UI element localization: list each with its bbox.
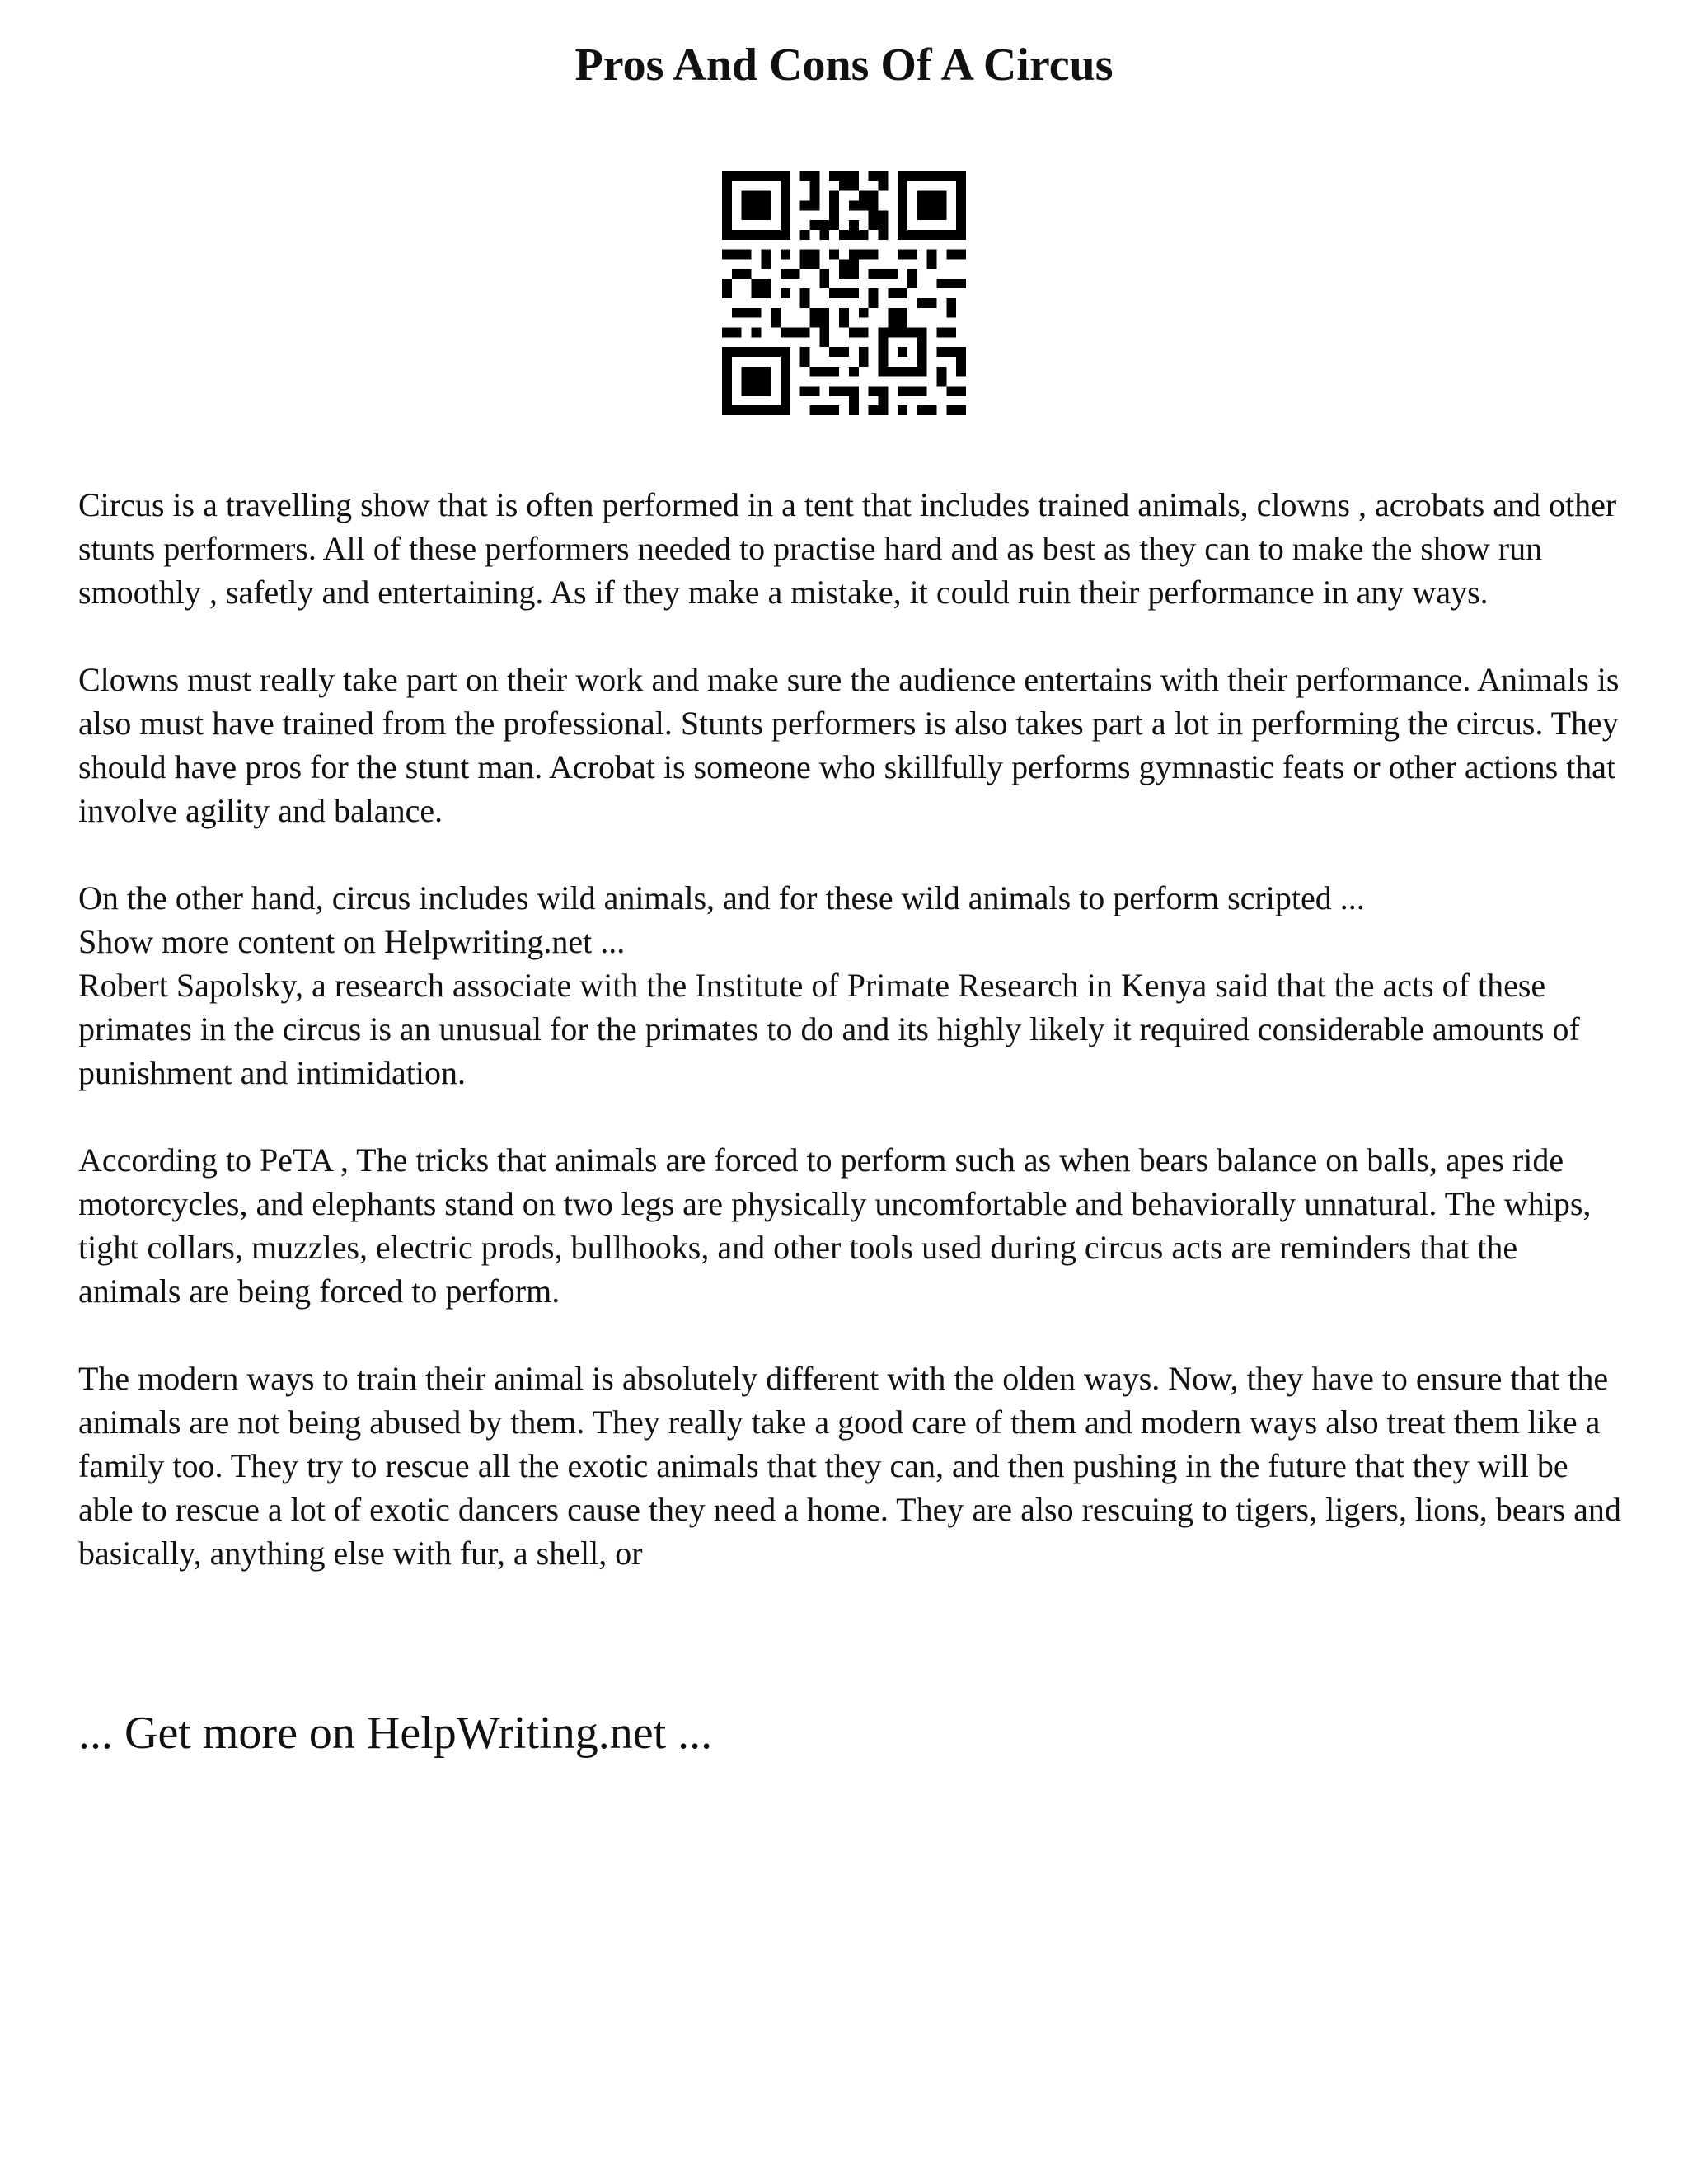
paragraph: On the other hand, circus includes wild animals, and for these wild animals to perform scripted ... xyxy=(78,879,1365,916)
get-more-link[interactable]: ... Get more on HelpWriting.net ... xyxy=(78,1708,713,1759)
paragraph: Clowns must really take part on their work and make sure the audience entertains with their performance. Animals is also must have trained from the professional. Stunts performers is also takes part a lot in performing the circus. They should have pros for the stunt man. Acrobat is someone who skillfully performs gymnastic feats or other actions that involve agility and balance. xyxy=(78,661,1620,829)
paragraph: Circus is a travelling show that is often performed in a tent that includes trained animals, clowns , acrobats and other stunts performers. All of these performers needed to practise hard and as best as they can to make the show run smoothly , safetly and entertaining. As if they make a mistake, it could ruin their performance in any ways. xyxy=(78,486,1617,611)
article-body xyxy=(78,483,1628,1619)
show-more-link[interactable]: Show more content on Helpwriting.net ... xyxy=(78,923,626,960)
page-title: Pros And Cons Of A Circus xyxy=(574,40,1114,91)
qr-code-icon xyxy=(722,171,966,415)
paragraph: According to PeTA , The tricks that animals are forced to perform such as when bears balance on balls, apes ride motorcycles, and elephants stand on two legs are physically uncomfortable and behaviorally unnatural. The whips, tight collars, muzzles, electric prods, bullhooks, and other tools used during circus acts are reminders that the animals are being forced to perform. xyxy=(78,1141,1592,1310)
paragraph: The modern ways to train their animal is absolutely different with the olden ways. Now, they have to ensure that the animals are not being abused by them. They really take a good care of them and modern ways also treat them like a family too. They try to rescue all the exotic animals that they can, and then pushing in the future that they will be able to rescue a lot of exotic dancers cause they need a home. They are also rescuing to tigers, ligers, lions, bears and basically, anything else with fur, a shell, or xyxy=(78,1360,1621,1572)
paragraph: Robert Sapolsky, a research associate with the Institute of Primate Research in Kenya said that the acts of these primates in the circus is an unusual for the primates to do and its highly likely it required considerable amounts of punishment and intimidation. xyxy=(78,967,1580,1091)
